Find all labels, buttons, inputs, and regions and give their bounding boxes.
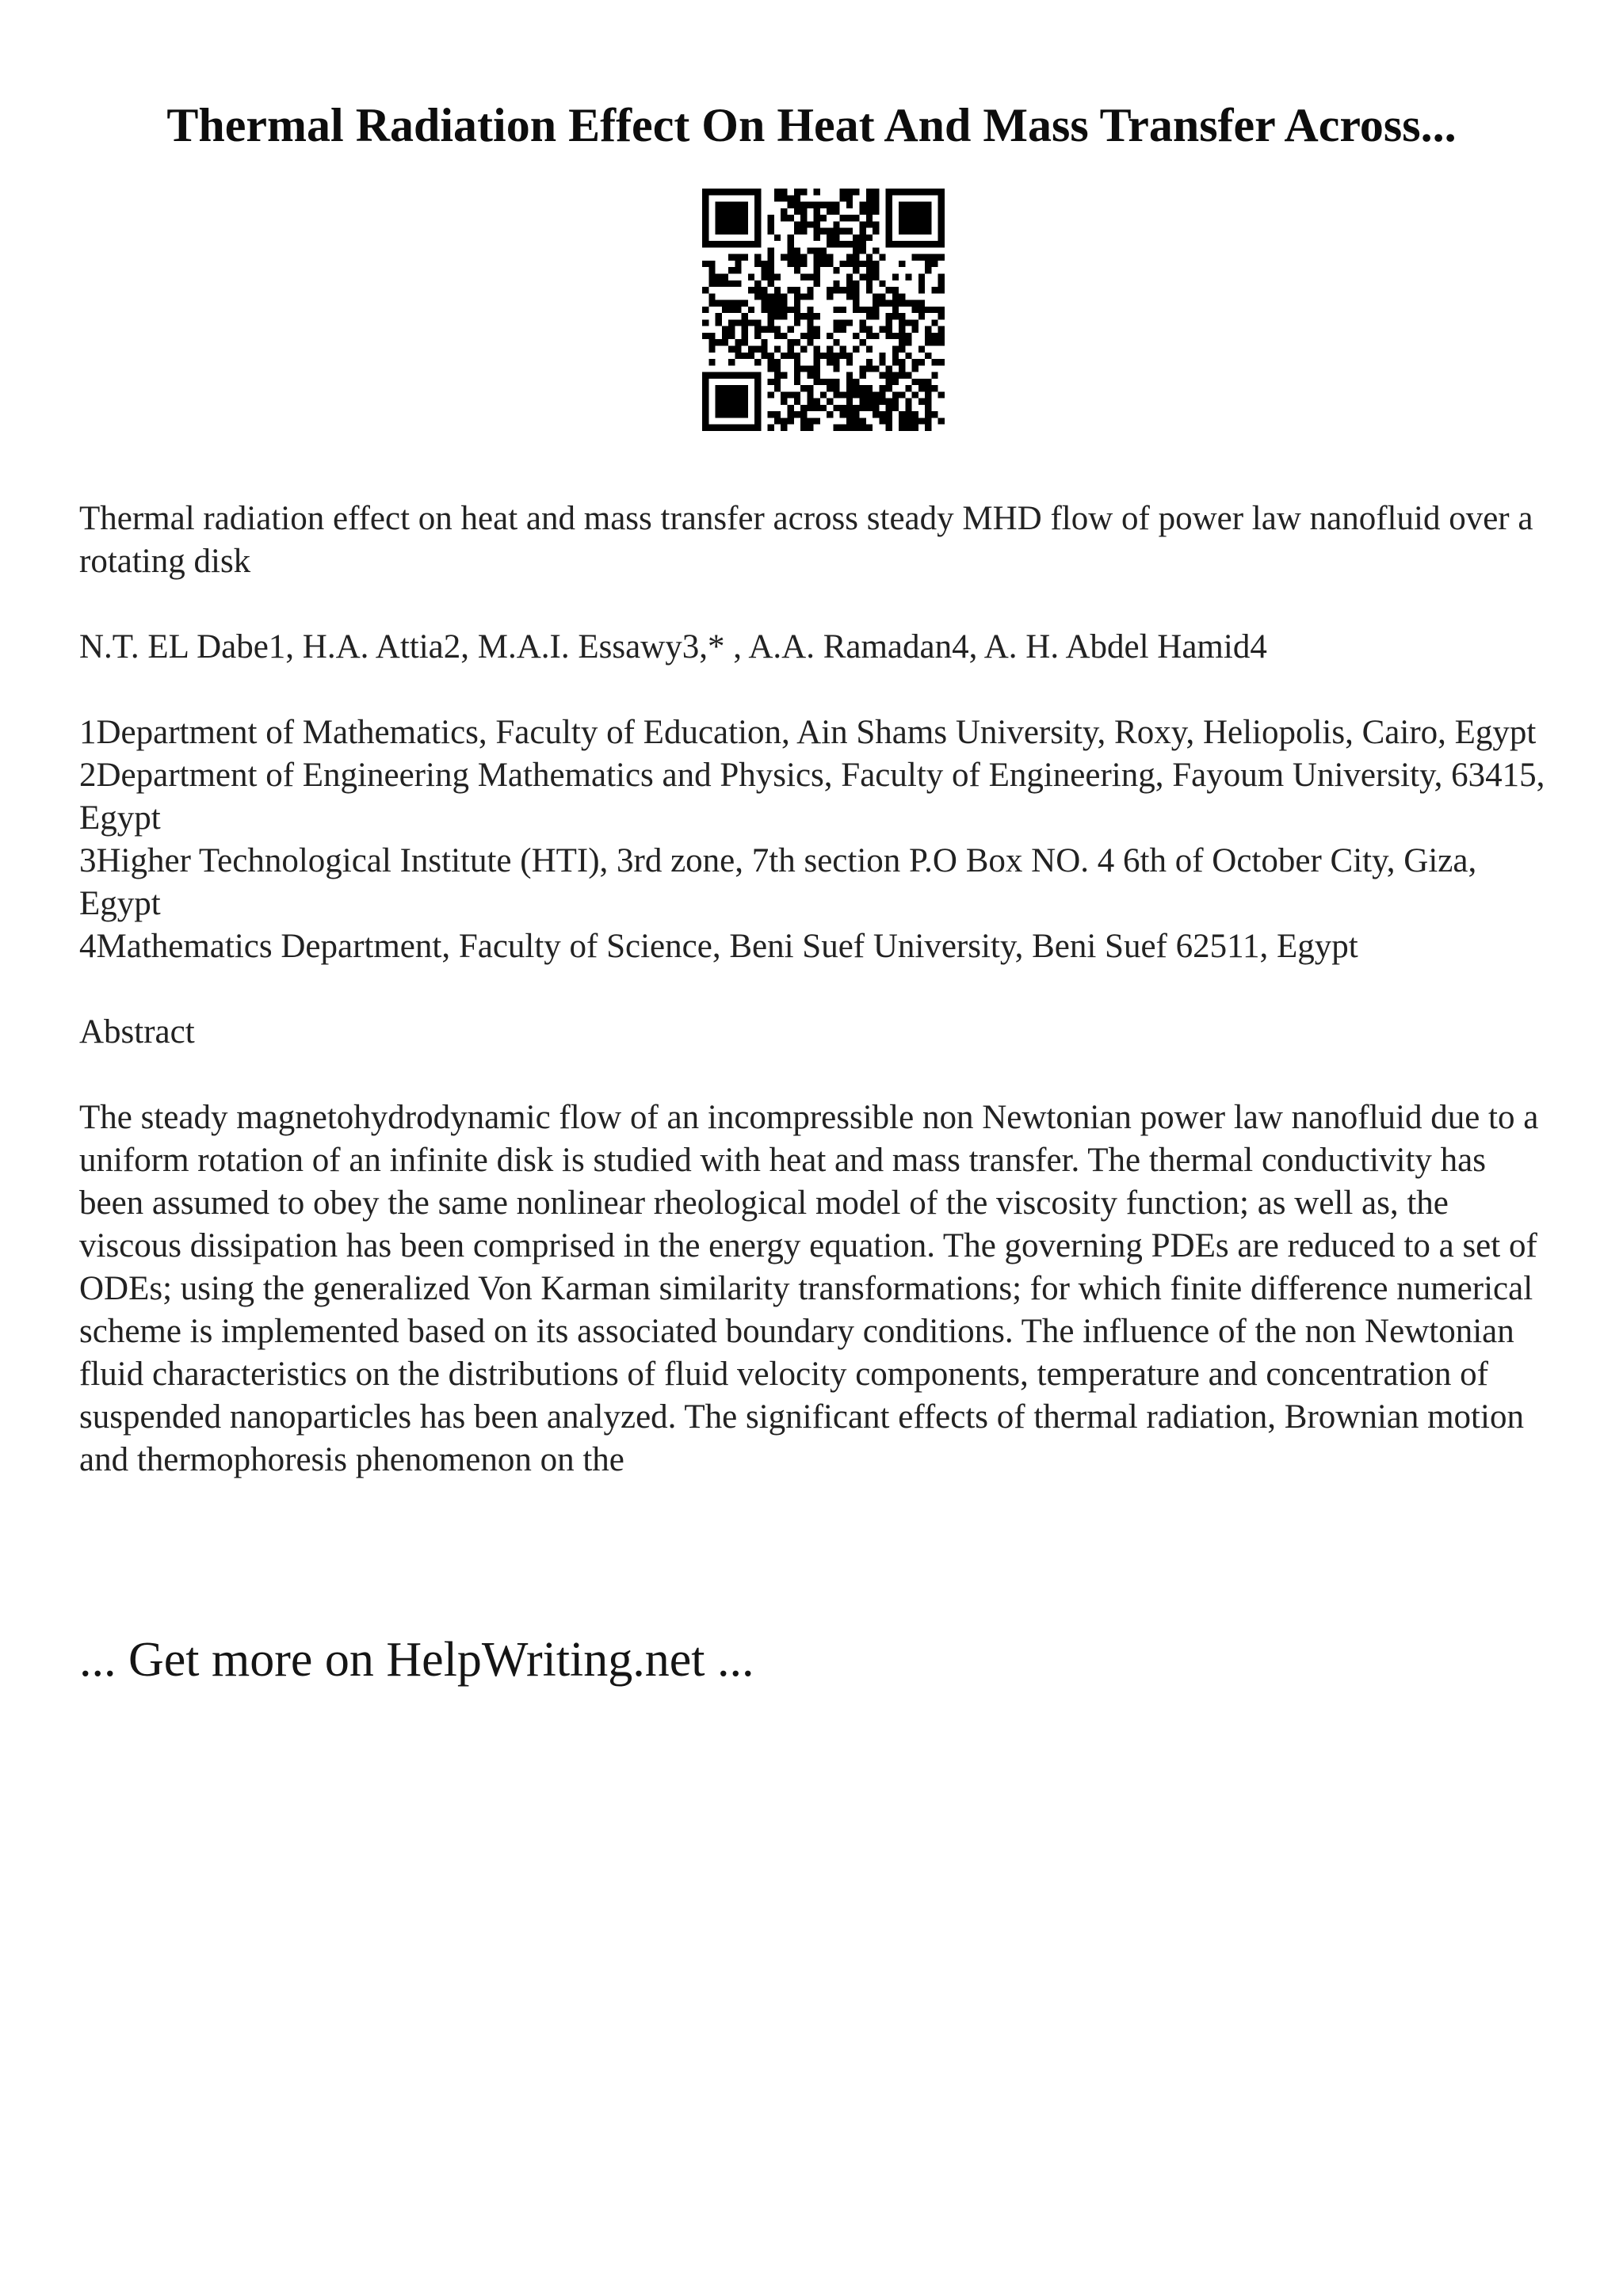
document-body — [79, 498, 1553, 1482]
affiliation-2: 2Department of Engineering Mathematics and Physics, Faculty of Engineering, Fayoum University, 63415, Egypt — [79, 757, 1545, 837]
qr-code-icon — [702, 189, 945, 431]
author-list: N.T. EL Dabe1, H.A. Attia2, M.A.I. Essawy3,* , A.A. Ramadan4, A. H. Abdel Hamid4 — [79, 628, 1267, 666]
paper-title: Thermal radiation effect on heat and mass transfer across steady MHD flow of power law nanofluid over a rotating disk — [79, 500, 1533, 580]
affiliation-4: 4Mathematics Department, Faculty of Science, Beni Suef University, Beni Suef 62511, Egypt — [79, 928, 1358, 965]
abstract-heading: Abstract — [79, 1013, 195, 1051]
affiliation-3: 3Higher Technological Institute (HTI), 3rd zone, 7th section P.O Box NO. 4 6th of October City, Giza, Egypt — [79, 842, 1477, 922]
document-title: Thermal Radiation Effect On Heat And Mass Transfer Across... — [166, 99, 1457, 151]
affiliation-1: 1Department of Mathematics, Faculty of Education, Ain Shams University, Roxy, Heliopolis, Cairo, Egypt — [79, 714, 1537, 751]
abstract-text: The steady magnetohydrodynamic flow of an incompressible non Newtonian power law nanofluid due to a uniform rotation of an infinite disk is studied with heat and mass transfer. The thermal conductivity has been assumed to obey the same nonlinear rheological model of the viscosity function; as well as, the viscous dissipation has been comprised in the energy equation. The governing PDEs are reduced to a set of ODEs; using the generalized Von Karman similarity transformations; for which finite difference numerical scheme is implemented based on its associated boundary conditions. The influence of the non Newtonian fluid characteristics on the distributions of fluid velocity components, temperature and concentration of suspended nanoparticles has been analyzed. The significant effects of thermal radiation, Brownian motion and thermophoresis phenomenon on the — [79, 1099, 1539, 1478]
affiliation-list — [79, 711, 1553, 968]
get-more-link[interactable]: ... Get more on HelpWriting.net ... — [79, 1633, 754, 1687]
